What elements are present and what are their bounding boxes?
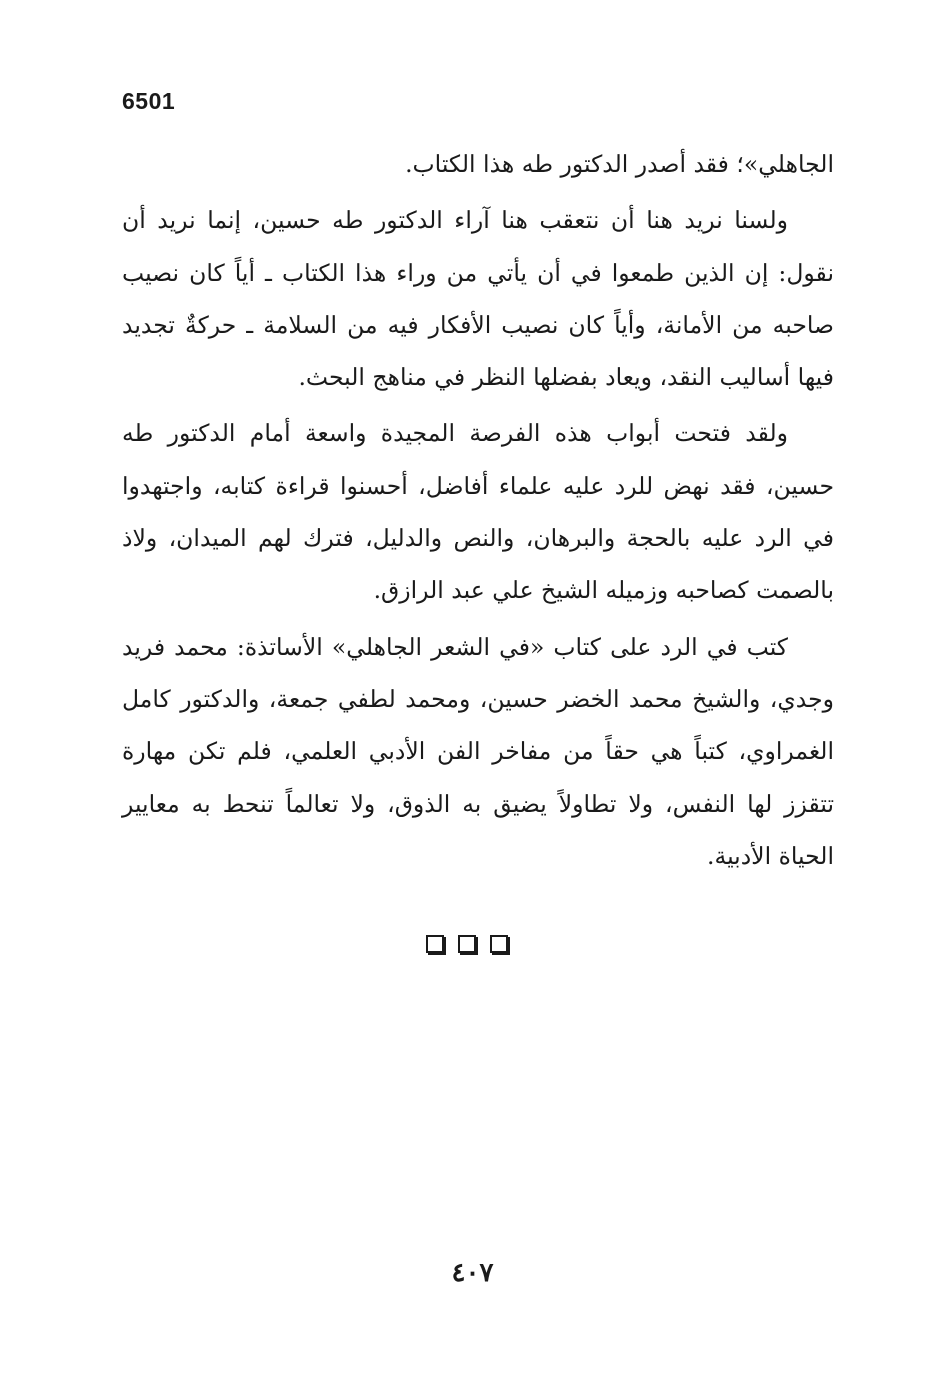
- page-number: ٤٠٧: [451, 1258, 494, 1288]
- section-separator: [426, 935, 508, 953]
- body-text: [122, 138, 834, 886]
- paragraph-1: الجاهلي»؛ فقد أصدر الدكتور طه هذا الكتاب.: [405, 150, 834, 178]
- paragraph-4: كتب في الرد على كتاب «في الشعر الجاهلي» الأساتذة: محمد فريد وجدي، والشيخ محمد الخضر حسين، ومحمد لطفي جمعة، والدكتور كامل الغمراوي، كتباً هي حقاً من مفاخر الفن الأدبي العلمي، فلم تكن مهارة تتقزز لها النفس، ولا تطاولاً يضيق به الذوق، ولا تعالماً تنحط به معايير الحياة الأدبية.: [122, 632, 834, 870]
- separator-box-icon: [426, 935, 444, 953]
- separator-box-icon: [490, 935, 508, 953]
- separator-box-icon: [458, 935, 476, 953]
- page-id: 6501: [122, 88, 176, 114]
- paragraph-2: ولسنا نريد هنا أن نتعقب هنا آراء الدكتور طه حسين، إنما نريد أن نقول: إن الذين طمعوا في أن يأتي من وراء هذا الكتاب ـ أياً كان نصيب صاحبه من الأمانة، وأياً كان نصيب الأفكار فيه من السلامة ـ حركةٌ تجديد فيها أساليب النقد، ويعاد بفضلها النظر في مناهج البحث.: [122, 206, 834, 392]
- paragraph-3: ولقد فتحت أبواب هذه الفرصة المجيدة واسعة أمام الدكتور طه حسين، فقد نهض للرد عليه علماء أفاضل، أحسنوا قراءة كتابه، واجتهدوا في الرد عليه بالحجة والبرهان، والنص والدليل، فترك لهم الميدان، ولاذ بالصمت كصاحبه وزميله الشيخ علي عبد الرازق.: [122, 419, 834, 605]
